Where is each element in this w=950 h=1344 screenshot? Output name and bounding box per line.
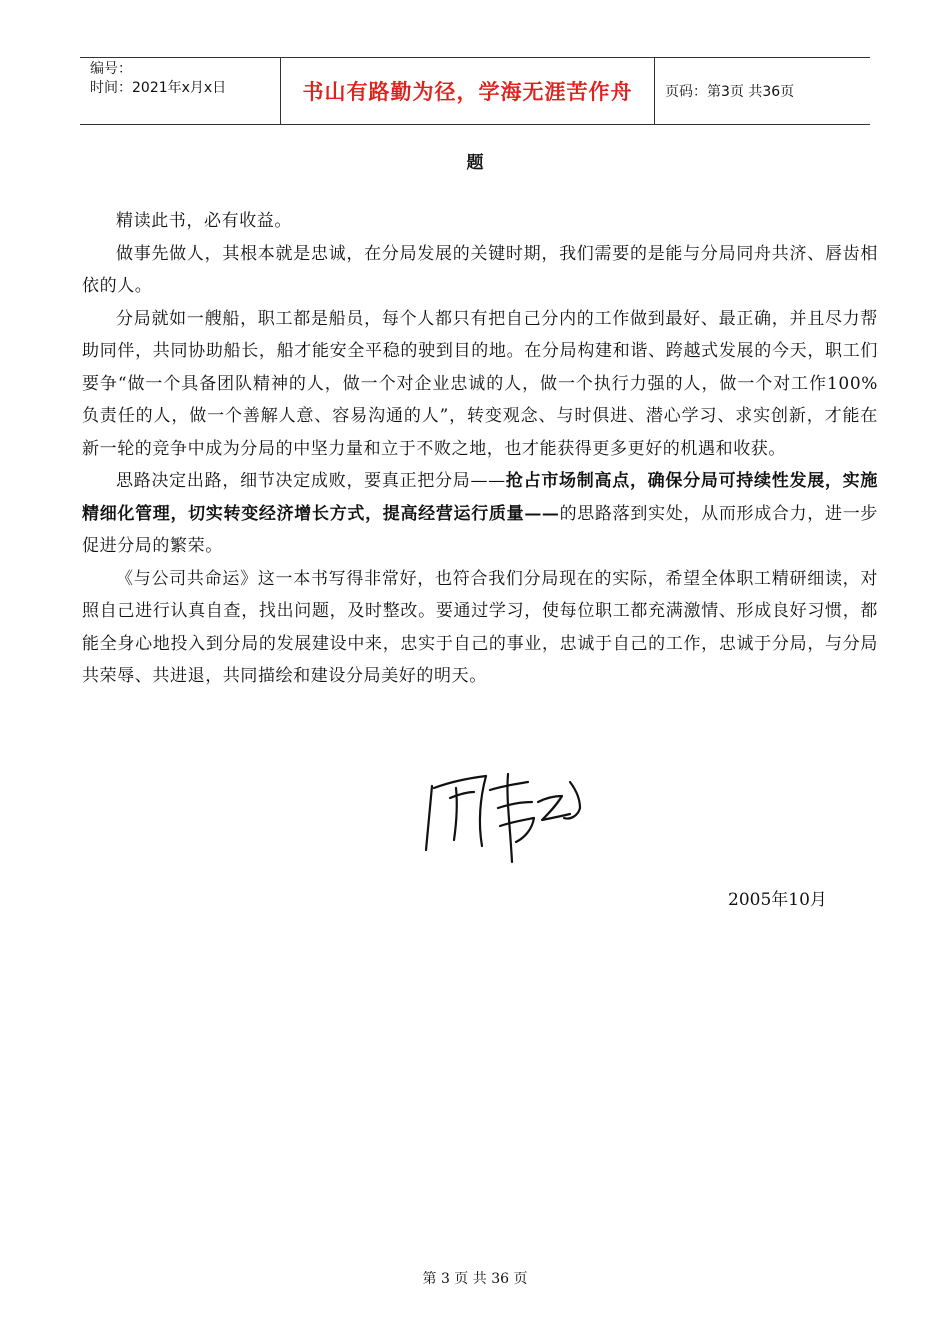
paragraph-1: 精读此书，必有收益。 [116, 211, 292, 231]
paragraph-5: 《与公司共命运》这一本书写得非常好，也符合我们分局现在的实际，希望全体职工精研细读，对照自己进行认真自查，找出问题，及时整改。要通过学习，使每位职工都充满激情、形成良好习惯，都能全身心地投入到分局的发展建设中来，忠实于自己的事业，忠诚于自己的工作，忠诚于分局，与分局共荣辱、共进退，共同描绘和建设分局美好的明天。 [82, 568, 878, 686]
document-body [82, 205, 878, 693]
paragraph-4-start: 思路决定出路，细节决定成败，要真正把分局—— [116, 471, 506, 491]
paragraph-4 [82, 465, 878, 563]
paragraph-4-end: 的思路落到实处，从而形成合力，进一步促进分局的繁荣。 [82, 503, 878, 556]
paragraph-4-emphasis: 抢占市场制高点，确保分局可持续性发展，实施精细化管理，切实转变经济增长方式，提高经营运行质量—— [82, 471, 878, 524]
serial-label: 编号： [90, 61, 132, 77]
page-info: 页码：第3页 共36页 [665, 84, 795, 100]
document-header [80, 57, 870, 125]
section-title: 题 [466, 153, 484, 173]
handwritten-signature [420, 768, 590, 868]
paragraph-2: 做事先做人，其根本就是忠诚，在分局发展的关键时期，我们需要的是能与分局同舟共济、唇齿相依的人。 [82, 243, 878, 296]
page-footer: 第 3 页 共 36 页 [422, 1271, 528, 1287]
date: 2005年10月 [728, 890, 827, 910]
header-motto-cell [281, 58, 655, 124]
motto: 书山有路勤为径，学海无涯苦作舟 [302, 80, 633, 104]
paragraph-3: 分局就如一艘船，职工都是船员，每个人都只有把自己分内的工作做到最好、最正确，并且尽力帮助同伴，共同协助船长，船才能安全平稳的驶到目的地。在分局构建和谐、跨越式发展的今天，职工们要争“做一个具备团队精神的人，做一个对企业忠诚的人，做一个执行力强的人，做一个对工作100%负责任的人，做一个善解人意、容易沟通的人”，转变观念、与时俱进、潜心学习、求实创新，才能在新一轮的竞争中成为分局的中坚力量和立于不败之地，也才能获得更多更好的机遇和收获。 [82, 308, 878, 459]
header-page-info [655, 58, 870, 124]
header-meta [80, 58, 281, 124]
time-label: 时间：2021年x月x日 [90, 80, 227, 96]
